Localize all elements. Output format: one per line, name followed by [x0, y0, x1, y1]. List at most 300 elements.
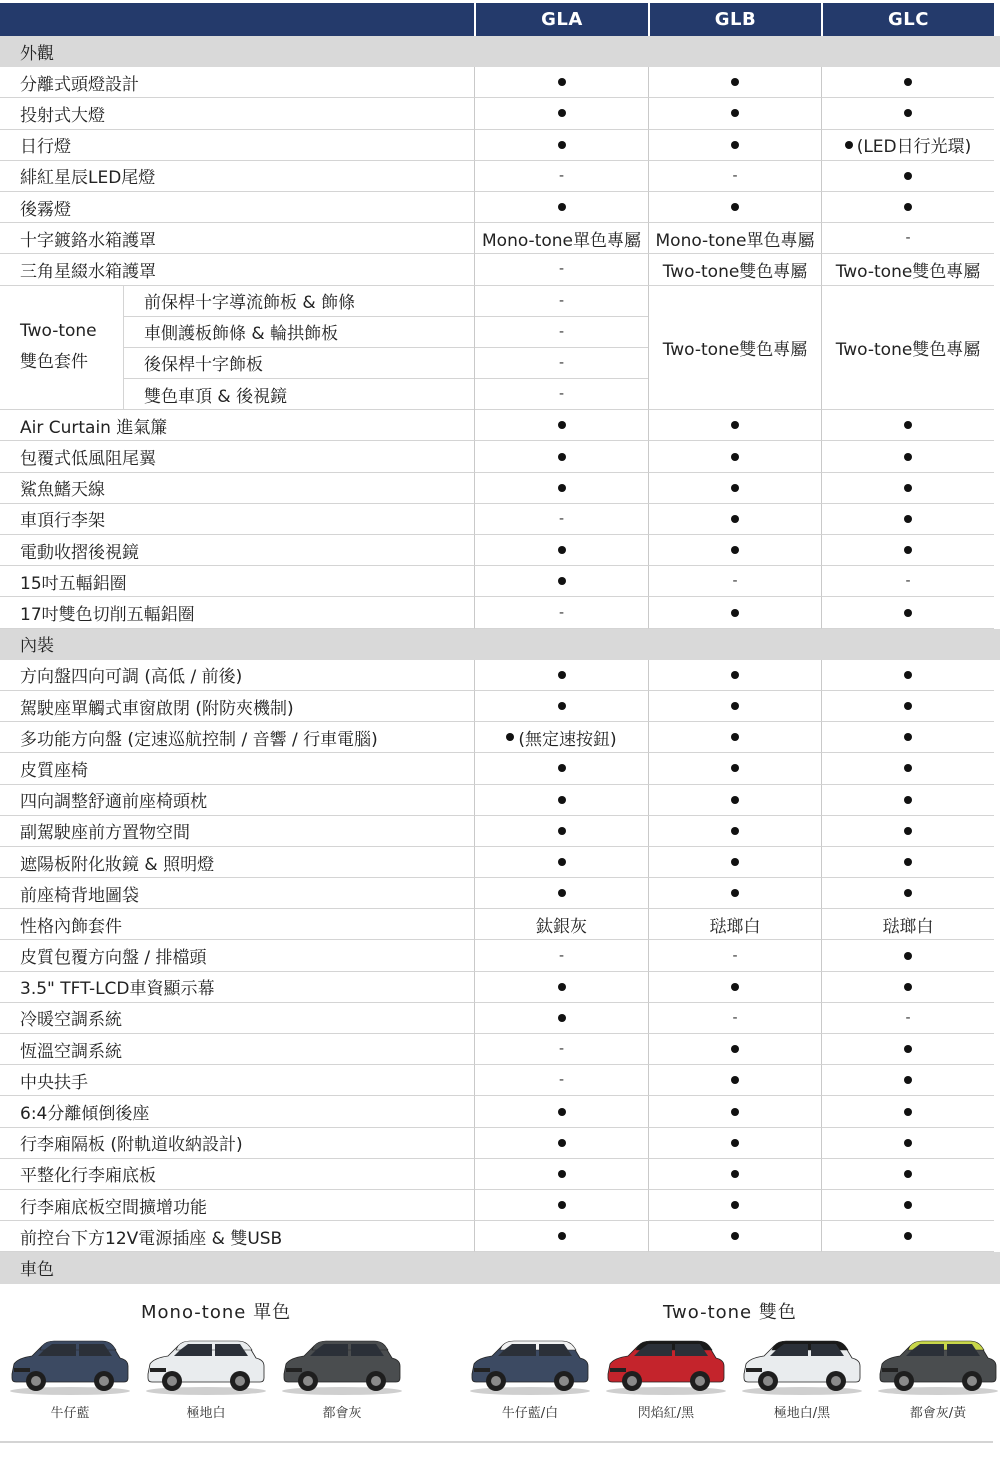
- value-cell: [821, 597, 994, 628]
- feature-name: 前座椅背地圖袋: [0, 878, 474, 909]
- dot-mark: [558, 109, 566, 117]
- dot-mark: [731, 733, 739, 741]
- value-cell: [648, 98, 821, 129]
- table-row: [0, 410, 1000, 441]
- dash-mark: -: [732, 573, 738, 590]
- dash-mark: -: [732, 167, 738, 184]
- gla-value: [475, 286, 648, 317]
- gla-value: [475, 379, 648, 410]
- two-tone-items: [124, 286, 474, 411]
- table-row: [0, 816, 1000, 847]
- dash-mark: -: [732, 947, 738, 964]
- value-cell: [821, 722, 994, 753]
- dot-mark: [558, 889, 566, 897]
- table-row: [0, 1159, 1000, 1190]
- dot-mark: [904, 733, 912, 741]
- feature-name: 15吋五輻鋁圈: [0, 566, 474, 597]
- dot-mark: [904, 1045, 912, 1053]
- feature-name: 日行燈: [0, 130, 474, 161]
- feature-name: 鯊魚鰭天線: [0, 473, 474, 504]
- table-row: [0, 940, 1000, 971]
- value-cell: [474, 1221, 648, 1252]
- table-row: [0, 535, 1000, 566]
- table-row: [0, 1034, 1000, 1065]
- car-image: [874, 1336, 1000, 1396]
- feature-name: 駕駛座單觸式車窗啟閉 (附防夾機制): [0, 691, 474, 722]
- dot-mark: [904, 952, 912, 960]
- feature-name: 17吋雙色切削五輻鋁圈: [0, 597, 474, 628]
- bottom-divider: [0, 1441, 993, 1443]
- dash-mark: -: [558, 292, 565, 309]
- table-row: [0, 878, 1000, 909]
- dot-mark: [731, 827, 739, 835]
- value-cell: [474, 972, 648, 1003]
- dot-mark: [731, 109, 739, 117]
- dot-mark: [904, 827, 912, 835]
- feature-name: Air Curtain 進氣簾: [0, 410, 474, 441]
- value-cell: [474, 940, 648, 971]
- value-cell: [648, 1128, 821, 1159]
- dot-mark: [558, 858, 566, 866]
- two-tone-item: 雙色車頂 & 後視鏡: [124, 379, 474, 410]
- car-image: [602, 1336, 730, 1396]
- feature-name: 皮質座椅: [0, 753, 474, 784]
- feature-name: 行李廂隔板 (附軌道收納設計): [0, 1128, 474, 1159]
- table-row: [0, 161, 1000, 192]
- value-cell: [821, 972, 994, 1003]
- table-row: [0, 254, 1000, 285]
- value-cell: [821, 1190, 994, 1221]
- dot-mark: [558, 1108, 566, 1116]
- value-cell: [821, 566, 994, 597]
- dot-mark: [558, 796, 566, 804]
- value-text: 琺瑯白: [882, 916, 934, 937]
- dot-mark: [904, 484, 912, 492]
- feature-name: 電動收摺後視鏡: [0, 535, 474, 566]
- dash-mark: -: [558, 1041, 565, 1058]
- dot-mark: [904, 172, 912, 180]
- table-row: [0, 972, 1000, 1003]
- value-cell: [474, 535, 648, 566]
- spec-table: [0, 3, 1000, 1284]
- feature-name: 中央扶手: [0, 1065, 474, 1096]
- value-cell: [648, 410, 821, 441]
- feature-name: 性格內飾套件: [0, 909, 474, 940]
- table-row: [0, 1065, 1000, 1096]
- section-colors: [0, 1252, 1000, 1283]
- table-row: [0, 1096, 1000, 1127]
- value-note: (LED日行光環): [856, 137, 972, 158]
- dot-mark: [558, 702, 566, 710]
- table-row: [0, 847, 1000, 878]
- dot-mark: [731, 1076, 739, 1084]
- gla-value: [475, 317, 648, 348]
- table-row: [0, 1128, 1000, 1159]
- value-cell: [648, 504, 821, 535]
- value-cell: [474, 1128, 648, 1159]
- feature-name: 6:4分離傾倒後座: [0, 1096, 474, 1127]
- value-note: (無定速按鈕): [518, 729, 617, 750]
- feature-name: 3.5" TFT-LCD車資顯示幕: [0, 972, 474, 1003]
- table-row: [0, 1221, 1000, 1252]
- value-cell: [821, 98, 994, 129]
- value-cell: [648, 192, 821, 223]
- table-row: [0, 691, 1000, 722]
- value-cell: [474, 660, 648, 691]
- dot-mark: [731, 889, 739, 897]
- value-cell: [474, 130, 648, 161]
- value-cell: [821, 441, 994, 472]
- feature-name: 遮陽板附化妝鏡 & 照明燈: [0, 847, 474, 878]
- dot-mark: [904, 421, 912, 429]
- dot-mark: [731, 515, 739, 523]
- value-cell: [648, 816, 821, 847]
- dot-mark: [904, 1232, 912, 1240]
- dot-mark: [731, 1045, 739, 1053]
- value-cell: [821, 254, 994, 285]
- value-cell: [648, 1096, 821, 1127]
- value-cell: [474, 410, 648, 441]
- value-cell: [821, 660, 994, 691]
- table-row: [0, 597, 1000, 628]
- dot-mark: [558, 546, 566, 554]
- dot-mark: [558, 577, 566, 585]
- feature-name: 恆溫空調系統: [0, 1034, 474, 1065]
- value-cell: [648, 473, 821, 504]
- feature-name: 平整化行李廂底板: [0, 1159, 474, 1190]
- dot-mark: [731, 983, 739, 991]
- value-cell: [648, 441, 821, 472]
- value-cell: [474, 597, 648, 628]
- section-interior: [0, 629, 1000, 660]
- dot-mark: [731, 1201, 739, 1209]
- dot-mark: [558, 764, 566, 772]
- dot-mark: [558, 983, 566, 991]
- dot-mark: [904, 78, 912, 86]
- table-row: [0, 504, 1000, 535]
- car-image: [142, 1336, 270, 1396]
- value-cell: [648, 691, 821, 722]
- value-cell: [474, 254, 648, 285]
- value-text: Two-tone雙色專屬: [835, 261, 981, 282]
- value-cell: [474, 67, 648, 98]
- dot-mark: [904, 203, 912, 211]
- value-cell: [821, 1128, 994, 1159]
- dot-mark: [731, 421, 739, 429]
- dash-mark: -: [558, 1072, 565, 1089]
- car-color-label: 都會灰: [322, 1406, 362, 1421]
- table-row: [0, 722, 1000, 753]
- value-cell: [474, 816, 648, 847]
- dot-mark: [731, 1108, 739, 1116]
- value-cell: [821, 816, 994, 847]
- feature-name: 冷暖空調系統: [0, 1003, 474, 1034]
- feature-name: 前控台下方12V電源插座 & 雙USB: [0, 1221, 474, 1252]
- header-blank: [0, 3, 474, 36]
- value-cell: [648, 254, 821, 285]
- dot-mark: [904, 858, 912, 866]
- value-cell: [821, 473, 994, 504]
- dash-mark: -: [558, 510, 565, 527]
- two-tone-item: 後保桿十字飾板: [124, 348, 474, 379]
- feature-name: 行李廂底板空間擴增功能: [0, 1190, 474, 1221]
- value-cell: [474, 691, 648, 722]
- dash-mark: -: [905, 1009, 911, 1026]
- dot-mark: [904, 453, 912, 461]
- feature-name: 三角星綴水箱護罩: [0, 254, 474, 285]
- feature-name: 皮質包覆方向盤 / 排檔頭: [0, 940, 474, 971]
- value-cell: [648, 130, 821, 161]
- value-cell: [648, 597, 821, 628]
- two-tone-kit: [0, 286, 1000, 411]
- value-cell: [648, 660, 821, 691]
- value-cell: [474, 1065, 648, 1096]
- gla-value: [475, 348, 648, 379]
- dot-mark: [731, 484, 739, 492]
- feature-name: 緋紅星辰LED尾燈: [0, 161, 474, 192]
- value-cell: [648, 909, 821, 940]
- value-cell: [648, 161, 821, 192]
- value-cell: [821, 940, 994, 971]
- dot-mark: [904, 671, 912, 679]
- dot-mark: [904, 546, 912, 554]
- header-glc: GLC: [821, 3, 994, 36]
- value-cell: [474, 909, 648, 940]
- feature-name: 多功能方向盤 (定速巡航控制 / 音響 / 行車電腦): [0, 722, 474, 753]
- table-row: [0, 67, 1000, 98]
- value-cell: [648, 67, 821, 98]
- dot-mark: [731, 546, 739, 554]
- value-cell: [648, 1034, 821, 1065]
- mono-tone-title: Mono-tone 單色: [141, 1302, 292, 1323]
- dash-mark: -: [558, 323, 565, 340]
- dot-mark: [904, 889, 912, 897]
- header-gla: GLA: [474, 3, 648, 36]
- feature-name: 副駕駛座前方置物空間: [0, 816, 474, 847]
- value-cell: [474, 98, 648, 129]
- feature-name: 四向調整舒適前座椅頭枕: [0, 785, 474, 816]
- dot-mark: [731, 702, 739, 710]
- value-text: 鈦銀灰: [536, 916, 587, 937]
- value-cell: [821, 1034, 994, 1065]
- value-cell: [474, 161, 648, 192]
- feature-name: 後霧燈: [0, 192, 474, 223]
- value-cell: [474, 504, 648, 535]
- dot-mark: [904, 983, 912, 991]
- dot-mark: [731, 203, 739, 211]
- dot-mark: [731, 764, 739, 772]
- value-cell: [474, 1003, 648, 1034]
- car-color-label: 極地白: [186, 1406, 226, 1421]
- two-tone-item: 前保桿十字導流飾板 & 飾條: [124, 286, 474, 317]
- table-row: [0, 566, 1000, 597]
- two-tone-glc-value: Two-tone雙色專屬: [821, 286, 994, 411]
- dot-mark: [904, 796, 912, 804]
- dot-mark: [558, 484, 566, 492]
- value-cell: [474, 847, 648, 878]
- dot-mark: [904, 515, 912, 523]
- value-cell: [474, 192, 648, 223]
- dash-mark: -: [558, 947, 565, 964]
- value-cell: [648, 940, 821, 971]
- dot-mark: [904, 1108, 912, 1116]
- feature-name: 十字鍍鉻水箱護罩: [0, 223, 474, 254]
- value-cell: [648, 566, 821, 597]
- table-row: [0, 130, 1000, 161]
- table-row: [0, 1003, 1000, 1034]
- dot-mark: [558, 141, 566, 149]
- value-cell: [474, 1159, 648, 1190]
- table-row: [0, 192, 1000, 223]
- car-color-label: 牛仔藍: [50, 1406, 90, 1421]
- dot-mark: [904, 1201, 912, 1209]
- value-cell: [821, 1003, 994, 1034]
- value-cell: [648, 972, 821, 1003]
- value-cell: [821, 1221, 994, 1252]
- dot-mark: [731, 858, 739, 866]
- value-cell: [821, 878, 994, 909]
- value-cell: [648, 1003, 821, 1034]
- section-exterior: [0, 36, 1000, 67]
- value-cell: [821, 130, 994, 161]
- value-cell: [648, 1190, 821, 1221]
- value-cell: [821, 410, 994, 441]
- table-header: [0, 3, 1000, 36]
- value-cell: [821, 753, 994, 784]
- dot-mark: [731, 609, 739, 617]
- dot-mark: [904, 609, 912, 617]
- value-cell: [474, 566, 648, 597]
- dot-mark: [904, 1170, 912, 1178]
- value-cell: [821, 192, 994, 223]
- dot-mark: [731, 671, 739, 679]
- table-row: [0, 660, 1000, 691]
- value-cell: [821, 1159, 994, 1190]
- value-cell: [474, 1034, 648, 1065]
- dot-mark: [731, 453, 739, 461]
- dot-mark: [558, 203, 566, 211]
- value-cell: [821, 785, 994, 816]
- value-cell: [648, 753, 821, 784]
- dot-mark: [904, 764, 912, 772]
- dot-mark: [558, 1201, 566, 1209]
- dot-mark: [558, 827, 566, 835]
- exterior-rows-b: [0, 410, 1000, 628]
- value-cell: [474, 1096, 648, 1127]
- dash-mark: -: [558, 354, 565, 371]
- value-cell: [821, 535, 994, 566]
- two-tone-item: 車側護板飾條 & 輪拱飾板: [124, 317, 474, 348]
- value-cell: [648, 878, 821, 909]
- dash-mark: -: [558, 604, 565, 621]
- value-cell: [821, 691, 994, 722]
- value-text: Two-tone雙色專屬: [662, 261, 808, 282]
- dot-mark: [558, 1014, 566, 1022]
- value-cell: [648, 1221, 821, 1252]
- dot-mark: [904, 1076, 912, 1084]
- table-row: [0, 753, 1000, 784]
- interior-rows: [0, 660, 1000, 1253]
- dot-mark: [506, 733, 514, 741]
- car-image: [738, 1336, 866, 1396]
- feature-name: 投射式大燈: [0, 98, 474, 129]
- car-color-label: 極地白/黑: [773, 1406, 831, 1421]
- dot-mark: [558, 1139, 566, 1147]
- dash-mark: -: [558, 261, 565, 278]
- value-cell: [648, 1159, 821, 1190]
- group-line-1: Two-tone: [20, 321, 97, 342]
- table-row: [0, 1190, 1000, 1221]
- value-cell: [821, 1096, 994, 1127]
- value-cell: [821, 223, 994, 254]
- value-cell: [474, 223, 648, 254]
- value-cell: [648, 535, 821, 566]
- dot-mark: [558, 671, 566, 679]
- table-row: [0, 909, 1000, 940]
- value-cell: [474, 722, 648, 753]
- value-text: Mono-tone單色專屬: [655, 230, 815, 251]
- value-cell: [474, 753, 648, 784]
- dash-mark: -: [558, 386, 565, 403]
- dot-mark: [558, 453, 566, 461]
- exterior-rows-a: [0, 67, 1000, 285]
- color-options: [0, 1286, 1000, 1446]
- value-cell: [474, 1190, 648, 1221]
- dot-mark: [845, 141, 853, 149]
- table-row: [0, 473, 1000, 504]
- dash-mark: -: [905, 230, 911, 247]
- value-cell: [648, 223, 821, 254]
- table-row: [0, 98, 1000, 129]
- value-text: Mono-tone單色專屬: [482, 230, 641, 251]
- dot-mark: [904, 1139, 912, 1147]
- feature-name: 方向盤四向可調 (高低 / 前後): [0, 660, 474, 691]
- value-cell: [648, 847, 821, 878]
- dot-mark: [558, 421, 566, 429]
- table-row: [0, 223, 1000, 254]
- feature-name: 包覆式低風阻尾翼: [0, 441, 474, 472]
- dot-mark: [731, 1170, 739, 1178]
- dot-mark: [731, 78, 739, 86]
- group-line-2: 雙色套件: [20, 352, 88, 373]
- value-cell: [648, 785, 821, 816]
- feature-name: 車頂行李架: [0, 504, 474, 535]
- dot-mark: [731, 1232, 739, 1240]
- value-cell: [821, 909, 994, 940]
- dot-mark: [731, 141, 739, 149]
- car-color-label: 閃焰紅/黑: [637, 1406, 695, 1421]
- car-color-label: 牛仔藍/白: [501, 1406, 559, 1421]
- dash-mark: -: [905, 573, 911, 590]
- section-title: 外觀: [0, 36, 1000, 67]
- value-cell: [474, 878, 648, 909]
- dot-mark: [731, 1139, 739, 1147]
- section-title: 內裝: [0, 629, 1000, 660]
- dot-mark: [904, 109, 912, 117]
- car-image: [6, 1336, 134, 1396]
- value-cell: [648, 1065, 821, 1096]
- section-title: 車色: [0, 1252, 1000, 1283]
- value-cell: [821, 161, 994, 192]
- two-tone-group-label: [0, 286, 124, 411]
- two-tone-glb-value: Two-tone雙色專屬: [648, 286, 821, 411]
- car-image: [278, 1336, 406, 1396]
- dot-mark: [731, 796, 739, 804]
- value-cell: [474, 785, 648, 816]
- dash-mark: -: [558, 167, 565, 184]
- two-tone-title: Two-tone 雙色: [663, 1302, 797, 1323]
- value-cell: [474, 473, 648, 504]
